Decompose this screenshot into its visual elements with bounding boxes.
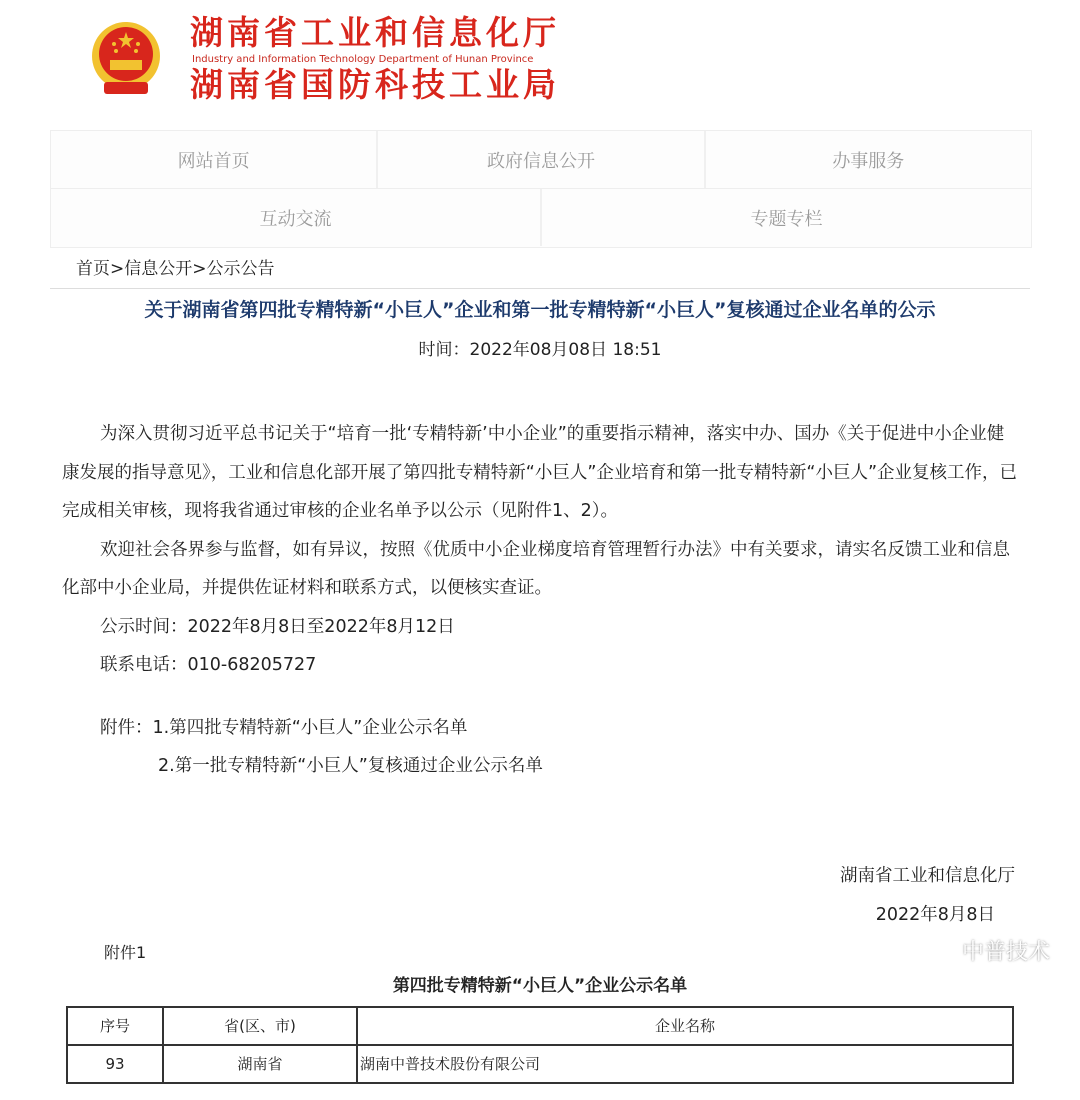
main-navigation: [50, 130, 1032, 248]
nav-home[interactable]: 网站首页: [51, 131, 378, 188]
contact-phone: 联系电话：010-68205727: [100, 655, 317, 675]
annex-label-row: [0, 940, 1080, 966]
article-body: [62, 415, 1017, 685]
paragraph: 欢迎社会各界参与监督，如有异议，按照《优质中小企业梯度培育管理暂行办法》中有关要求，请实名反馈工业和信息化部中小企业局，并提供佐证材料和联系方式，以便核实查证。: [62, 539, 1010, 598]
attachment-link[interactable]: 2.第一批专精特新“小巨人”复核通过企业公示名单: [158, 755, 543, 776]
attachments: [100, 709, 1080, 785]
site-title-secondary: 湖南省国防科技工业局: [190, 65, 560, 104]
nav-services[interactable]: 办事服务: [832, 150, 905, 172]
article-title: 关于湖南省第四批专精特新“小巨人”企业和第一批专精特新“小巨人”复核通过企业名单的公示: [144, 299, 936, 321]
cell-province: 湖南省: [163, 1045, 357, 1083]
attachments-label: 附件：: [100, 717, 153, 738]
breadcrumb[interactable]: 首页>信息公开>公示公告: [76, 259, 275, 279]
attachment-link[interactable]: 1.第四批专精特新“小巨人”企业公示名单: [152, 717, 468, 738]
watermark: 中普技术: [961, 939, 1050, 965]
site-title-primary: 湖南省工业和信息化厅: [190, 13, 560, 52]
article-content: [0, 415, 1080, 1084]
nav-gov-info[interactable]: 政府信息公开: [378, 131, 705, 188]
national-emblem-icon: [90, 20, 162, 98]
annex-label: 附件1: [104, 942, 147, 962]
header-cell: 序号: [67, 1007, 163, 1045]
header-cell: 省(区、市): [163, 1007, 357, 1045]
notice-period: 公示时间：2022年8月8日至2022年8月12日: [100, 616, 455, 637]
cell-index: 93: [67, 1045, 163, 1083]
nav-topics[interactable]: 专题专栏: [750, 208, 823, 230]
cell-company: 湖南中普技术股份有限公司: [357, 1045, 1013, 1083]
signature: 湖南省工业和信息化厅: [840, 865, 1015, 886]
annex-table-title: 第四批专精特新“小巨人”企业公示名单: [392, 975, 688, 996]
article-time: 时间：2022年08月08日 18:51: [418, 340, 662, 360]
paragraph: 为深入贯彻习近平总书记关于“培育一批‘专精特新’中小企业”的重要指示精神，落实中办、国办《关于促进中小企业健康发展的指导意见》，工业和信息化部开展了第四批专精特新“小巨人”企业培育和第一批专精特新“小巨人”企业复核工作，已完成相关审核，现将我省通过审核的企业名单予以公示（见附件1、2）。: [62, 424, 1018, 521]
annex-table: [66, 1006, 1014, 1084]
table-row: [67, 1045, 1013, 1083]
signature-date: 2022年8月8日: [875, 904, 995, 925]
site-title-english: Industry and Information Technology Department of Hunan Province: [192, 54, 534, 65]
nav-interaction[interactable]: 互动交流: [51, 189, 542, 246]
table-header-row: [67, 1007, 1013, 1045]
header-cell: 企业名称: [357, 1007, 1013, 1045]
divider: [50, 288, 1030, 289]
